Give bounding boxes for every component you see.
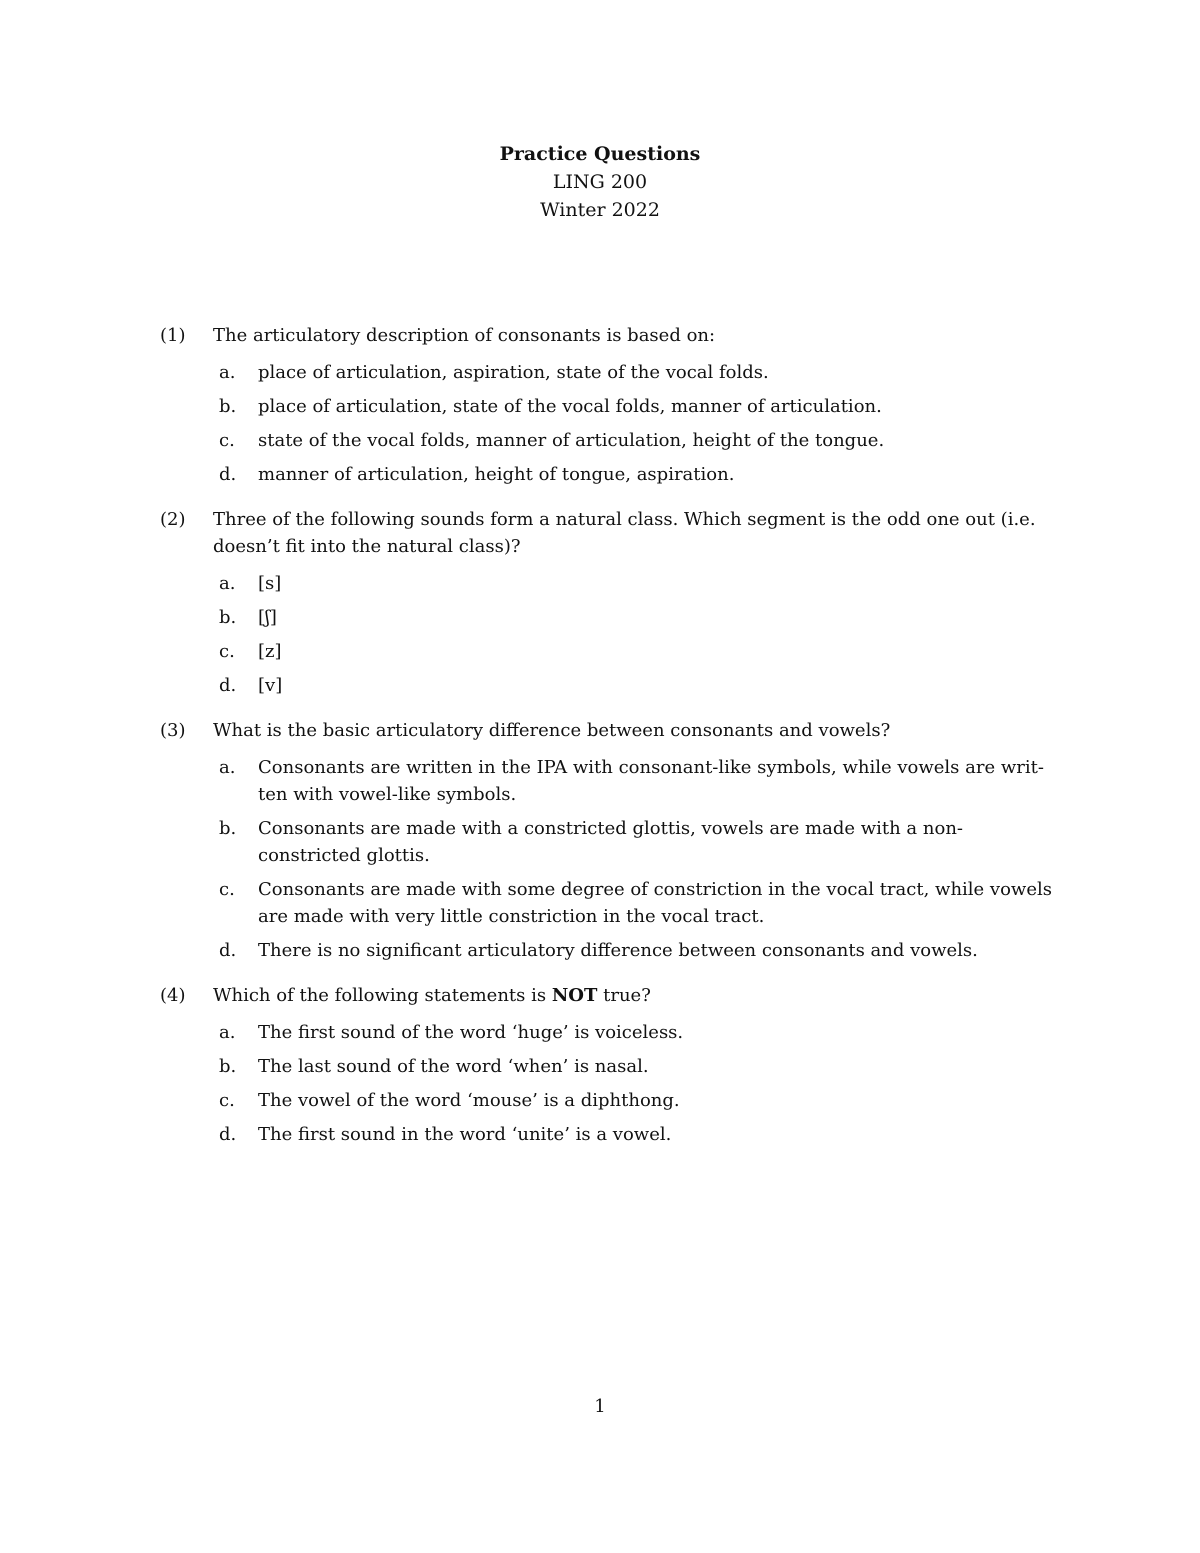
- option-item: [213, 754, 1060, 808]
- option-text: place of articulation, state of the vocal folds, manner of articulation.: [258, 396, 882, 417]
- option-text: There is no significant articulatory difference between consonants and vowels.: [258, 940, 978, 961]
- question-text: What is the basic articulatory difference between consonants and vowels?: [213, 720, 891, 741]
- question-3: [160, 717, 1060, 964]
- option-text: state of the vocal folds, manner of articulation, height of the tongue.: [258, 430, 885, 451]
- option-text: [s]: [258, 573, 282, 594]
- option-item: [213, 876, 1060, 930]
- course-code: LING 200: [552, 171, 648, 193]
- option-item: [213, 672, 1060, 699]
- option-text: Consonants are made with some degree of constriction in the vocal tract, while vowels are made with very little constriction in the vocal tract.: [258, 879, 1052, 927]
- option-item: [213, 359, 1060, 386]
- document-header: [0, 140, 1200, 224]
- option-letter: c.: [219, 430, 235, 451]
- option-text: The first sound in the word ‘unite’ is a vowel.: [258, 1124, 672, 1145]
- question-text: Three of the following sounds form a natural class. Which segment is the odd one out (i.e. doesn’t fit into the natural class)?: [213, 509, 1036, 557]
- question-text: [213, 982, 1060, 1009]
- option-letter: b.: [219, 1056, 237, 1077]
- question-number: (4): [160, 985, 186, 1006]
- option-letter: a.: [219, 362, 236, 383]
- option-item: [213, 1121, 1060, 1148]
- option-text: [v]: [258, 675, 283, 696]
- option-item: [213, 461, 1060, 488]
- document-title: Practice Questions: [499, 143, 701, 165]
- option-item: [213, 937, 1060, 964]
- page-number: 1: [594, 1396, 606, 1417]
- option-letter: c.: [219, 1090, 235, 1111]
- option-letter: a.: [219, 1022, 236, 1043]
- option-list: [213, 754, 1060, 964]
- question-number: (1): [160, 325, 186, 346]
- option-text: The first sound of the word ‘huge’ is voiceless.: [258, 1022, 684, 1043]
- option-letter: a.: [219, 573, 236, 594]
- term: Winter 2022: [540, 199, 660, 221]
- question-1: [160, 322, 1060, 488]
- option-list: [213, 359, 1060, 488]
- option-letter: c.: [219, 641, 235, 662]
- question-emphasis: NOT: [551, 985, 598, 1006]
- option-letter: b.: [219, 396, 237, 417]
- question-number: (2): [160, 509, 186, 530]
- option-item: [213, 815, 1060, 869]
- question-text: The articulatory description of consonants is based on:: [213, 325, 716, 346]
- option-item: [213, 1019, 1060, 1046]
- option-text: place of articulation, aspiration, state of the vocal folds.: [258, 362, 769, 383]
- question-text-after: true?: [603, 985, 651, 1006]
- question-number: (3): [160, 720, 186, 741]
- option-item: [213, 1087, 1060, 1114]
- option-text: [z]: [258, 641, 282, 662]
- option-item: [213, 570, 1060, 597]
- option-list: [213, 570, 1060, 699]
- option-item: [213, 427, 1060, 454]
- question-list: [160, 322, 1060, 1166]
- option-text: The last sound of the word ‘when’ is nasal.: [258, 1056, 649, 1077]
- question-4: [160, 982, 1060, 1148]
- option-letter: d.: [219, 675, 237, 696]
- option-text: Consonants are made with a constricted glottis, vowels are made with a non-constricted glottis.: [258, 818, 963, 866]
- option-letter: a.: [219, 757, 236, 778]
- option-item: [213, 604, 1060, 631]
- option-item: [213, 638, 1060, 665]
- option-letter: d.: [219, 1124, 237, 1145]
- option-item: [213, 1053, 1060, 1080]
- option-item: [213, 393, 1060, 420]
- question-text-before: Which of the following statements is: [213, 985, 547, 1006]
- option-letter: b.: [219, 607, 237, 628]
- option-letter: d.: [219, 940, 237, 961]
- option-text: manner of articulation, height of tongue, aspiration.: [258, 464, 735, 485]
- option-list: [213, 1019, 1060, 1148]
- option-text: Consonants are written in the IPA with consonant-like symbols, while vowels are writ-ten with vowel-like symbols.: [258, 757, 1044, 805]
- question-2: [160, 506, 1060, 699]
- option-letter: c.: [219, 879, 235, 900]
- option-text: The vowel of the word ‘mouse’ is a diphthong.: [258, 1090, 680, 1111]
- option-letter: b.: [219, 818, 237, 839]
- option-letter: d.: [219, 464, 237, 485]
- option-text: [ʃ]: [258, 607, 277, 628]
